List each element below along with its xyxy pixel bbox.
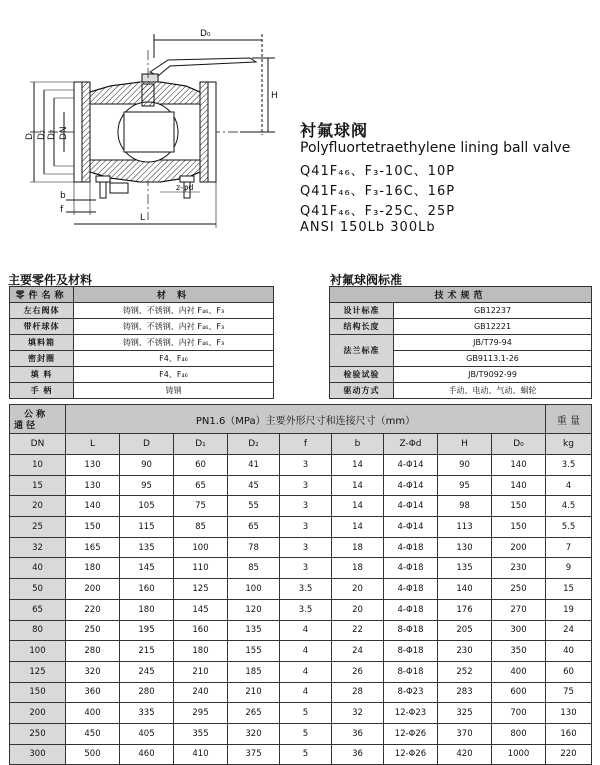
table-cell: 45 bbox=[228, 475, 280, 496]
table-cell: 4 bbox=[280, 661, 332, 682]
table-cell: 165 bbox=[66, 537, 120, 558]
table-row bbox=[10, 599, 592, 620]
product-title-en: Polyfluortetraethylene lining ball valve bbox=[300, 140, 571, 156]
table-cell: 252 bbox=[438, 661, 492, 682]
table-cell: 20 bbox=[332, 579, 384, 600]
table-cell: 4-Φ14 bbox=[384, 496, 438, 517]
table-cell: 4 bbox=[280, 620, 332, 641]
table-cell: 40 bbox=[546, 641, 592, 662]
table-cell: 10 bbox=[10, 455, 66, 476]
table-cell: 32 bbox=[332, 703, 384, 724]
column-header: kg bbox=[546, 434, 592, 455]
standard-value: GB12237 bbox=[394, 303, 592, 319]
table-cell: 4-Φ18 bbox=[384, 537, 438, 558]
table-cell: 98 bbox=[438, 496, 492, 517]
part-material: 铸钢、不锈钢、内衬 F₄₆、F₃ bbox=[74, 319, 274, 335]
part-name: 左右阀体 bbox=[10, 303, 74, 319]
table-cell: 135 bbox=[438, 558, 492, 579]
table-cell: 150 bbox=[492, 517, 546, 538]
standard-label: 法兰标准 bbox=[330, 335, 394, 367]
table-cell: 85 bbox=[228, 558, 280, 579]
table-cell: 160 bbox=[120, 579, 174, 600]
table-cell: 15 bbox=[10, 475, 66, 496]
table-cell: 210 bbox=[228, 682, 280, 703]
standards-row bbox=[330, 383, 592, 399]
table-cell: 65 bbox=[228, 517, 280, 538]
table-cell: 5 bbox=[280, 703, 332, 724]
table-cell: 14 bbox=[332, 496, 384, 517]
table-cell: 8-Φ18 bbox=[384, 620, 438, 641]
table-cell: 26 bbox=[332, 661, 384, 682]
table-cell: 65 bbox=[10, 599, 66, 620]
l-label: L bbox=[140, 213, 146, 223]
parts-header-name: 零件名称 bbox=[10, 287, 74, 303]
table-cell: 19 bbox=[546, 599, 592, 620]
table-cell: 410 bbox=[174, 744, 228, 765]
column-header: D₂ bbox=[228, 434, 280, 455]
table-cell: 145 bbox=[174, 599, 228, 620]
table-cell: 135 bbox=[228, 620, 280, 641]
table-row bbox=[10, 455, 592, 476]
table-cell: 130 bbox=[438, 537, 492, 558]
column-header: L bbox=[66, 434, 120, 455]
table-cell: 3 bbox=[280, 496, 332, 517]
table-cell: 230 bbox=[492, 558, 546, 579]
table-cell: 500 bbox=[66, 744, 120, 765]
part-material: 铸钢、不锈钢、内衬 F₄₆、F₃ bbox=[74, 335, 274, 351]
table-cell: 3.5 bbox=[280, 599, 332, 620]
table-cell: 160 bbox=[546, 723, 592, 744]
table-cell: 8-Φ18 bbox=[384, 661, 438, 682]
standard-label: 设计标准 bbox=[330, 303, 394, 319]
table-cell: 3 bbox=[280, 475, 332, 496]
table-cell: 8-Φ18 bbox=[384, 641, 438, 662]
parts-row bbox=[10, 367, 274, 383]
table-cell: 100 bbox=[174, 537, 228, 558]
table-row bbox=[10, 496, 592, 517]
table-cell: 230 bbox=[438, 641, 492, 662]
part-name: 填料箱 bbox=[10, 335, 74, 351]
table-cell: 140 bbox=[492, 455, 546, 476]
table-cell: 41 bbox=[228, 455, 280, 476]
table-row bbox=[10, 661, 592, 682]
table-cell: 180 bbox=[66, 558, 120, 579]
table-cell: 4 bbox=[546, 475, 592, 496]
table-cell: 40 bbox=[10, 558, 66, 579]
table-cell: 125 bbox=[174, 579, 228, 600]
table-cell: 80 bbox=[10, 620, 66, 641]
table-cell: 150 bbox=[66, 517, 120, 538]
table-cell: 75 bbox=[174, 496, 228, 517]
column-header: Z-Φd bbox=[384, 434, 438, 455]
column-header: H bbox=[438, 434, 492, 455]
standards-table bbox=[329, 286, 592, 399]
table-cell: 3 bbox=[280, 558, 332, 579]
parts-header-material: 材 料 bbox=[74, 287, 274, 303]
dn-label: DN bbox=[59, 126, 69, 140]
table-cell: 210 bbox=[174, 661, 228, 682]
table-cell: 280 bbox=[66, 641, 120, 662]
table-cell: 205 bbox=[438, 620, 492, 641]
table-cell: 200 bbox=[10, 703, 66, 724]
table-cell: 14 bbox=[332, 455, 384, 476]
column-header: DN bbox=[10, 434, 66, 455]
parts-row bbox=[10, 303, 274, 319]
table-cell: 270 bbox=[492, 599, 546, 620]
table-cell: 140 bbox=[438, 579, 492, 600]
table-cell: 24 bbox=[332, 641, 384, 662]
standards-header-row bbox=[330, 287, 592, 303]
corner-top-label: 公 称 bbox=[24, 410, 46, 420]
table-cell: 18 bbox=[332, 537, 384, 558]
standards-section-title: 衬氟球阀标准 bbox=[330, 273, 403, 287]
table-cell: 4-Φ14 bbox=[384, 475, 438, 496]
table-cell: 8-Φ23 bbox=[384, 682, 438, 703]
table-row bbox=[10, 744, 592, 765]
table-cell: 3 bbox=[280, 517, 332, 538]
part-material: 铸钢、不锈钢、内衬 F₄₆、F₃ bbox=[74, 303, 274, 319]
table-cell: 28 bbox=[332, 682, 384, 703]
table-cell: 113 bbox=[438, 517, 492, 538]
table-cell: 420 bbox=[438, 744, 492, 765]
table-cell: 320 bbox=[66, 661, 120, 682]
standard-label: 结构长度 bbox=[330, 319, 394, 335]
model-line-2: Q41F₄₆、F₃-16C、16P bbox=[300, 184, 456, 199]
table-cell: 5 bbox=[280, 744, 332, 765]
f-label: f bbox=[60, 205, 64, 215]
table-cell: 130 bbox=[546, 703, 592, 724]
standards-row bbox=[330, 367, 592, 383]
valve-technical-drawing bbox=[0, 0, 300, 262]
table-cell: 295 bbox=[174, 703, 228, 724]
table-cell: 355 bbox=[174, 723, 228, 744]
standard-value: 手动、电动、气动、蜗轮 bbox=[394, 383, 592, 399]
table-cell: 280 bbox=[120, 682, 174, 703]
part-material: F4、F₄₆ bbox=[74, 367, 274, 383]
table-cell: 250 bbox=[66, 620, 120, 641]
table-cell: 265 bbox=[228, 703, 280, 724]
table-cell: 15 bbox=[546, 579, 592, 600]
table-row bbox=[10, 558, 592, 579]
parts-row bbox=[10, 351, 274, 367]
table-cell: 250 bbox=[492, 579, 546, 600]
table-cell: 5.5 bbox=[546, 517, 592, 538]
table-row bbox=[10, 620, 592, 641]
model-line-1: Q41F₄₆、F₃-10C、10P bbox=[300, 164, 456, 179]
table-cell: 78 bbox=[228, 537, 280, 558]
table-row bbox=[10, 641, 592, 662]
table-cell: 176 bbox=[438, 599, 492, 620]
table-cell: 36 bbox=[332, 723, 384, 744]
table-cell: 36 bbox=[332, 744, 384, 765]
table-row bbox=[10, 475, 592, 496]
table-cell: 9 bbox=[546, 558, 592, 579]
table-cell: 180 bbox=[174, 641, 228, 662]
part-name: 带杆球体 bbox=[10, 319, 74, 335]
table-cell: 1000 bbox=[492, 744, 546, 765]
table-cell: 4-Φ14 bbox=[384, 517, 438, 538]
table-cell: 100 bbox=[228, 579, 280, 600]
table-cell: 95 bbox=[120, 475, 174, 496]
table-cell: 4-Φ18 bbox=[384, 579, 438, 600]
table-cell: 400 bbox=[66, 703, 120, 724]
table-cell: 125 bbox=[10, 661, 66, 682]
table-cell: 200 bbox=[66, 579, 120, 600]
d0-label: D₀ bbox=[200, 29, 211, 39]
table-cell: 300 bbox=[492, 620, 546, 641]
table-cell: 185 bbox=[228, 661, 280, 682]
table-cell: 135 bbox=[120, 537, 174, 558]
table-cell: 22 bbox=[332, 620, 384, 641]
table-row bbox=[10, 723, 592, 744]
table-cell: 75 bbox=[546, 682, 592, 703]
table-cell: 375 bbox=[228, 744, 280, 765]
table-cell: 4 bbox=[280, 682, 332, 703]
table-cell: 215 bbox=[120, 641, 174, 662]
weight-title: 重 量 bbox=[546, 405, 592, 434]
parts-row bbox=[10, 335, 274, 351]
table-row bbox=[10, 703, 592, 724]
table-cell: 25 bbox=[10, 517, 66, 538]
table-cell: 220 bbox=[546, 744, 592, 765]
table-cell: 100 bbox=[10, 641, 66, 662]
table-cell: 300 bbox=[10, 744, 66, 765]
b-label: b bbox=[60, 191, 66, 201]
d1-label: D₁ bbox=[37, 129, 47, 140]
table-cell: 12-Φ23 bbox=[384, 703, 438, 724]
parts-section-title: 主要零件及材料 bbox=[8, 273, 93, 287]
table-cell: 460 bbox=[120, 744, 174, 765]
dimensions-title: PN1.6（MPa）主要外形尺寸和连接尺寸（mm） bbox=[66, 405, 546, 434]
table-cell: 5 bbox=[280, 723, 332, 744]
part-name: 手 柄 bbox=[10, 383, 74, 399]
table-row bbox=[10, 537, 592, 558]
part-name: 填 料 bbox=[10, 367, 74, 383]
table-cell: 700 bbox=[492, 703, 546, 724]
standard-value: JB/T9092-99 bbox=[394, 367, 592, 383]
table-cell: 14 bbox=[332, 517, 384, 538]
table-cell: 283 bbox=[438, 682, 492, 703]
table-cell: 145 bbox=[120, 558, 174, 579]
table-cell: 7 bbox=[546, 537, 592, 558]
standard-value: GB12221 bbox=[394, 319, 592, 335]
table-cell: 240 bbox=[174, 682, 228, 703]
table-cell: 4 bbox=[280, 641, 332, 662]
column-header: D bbox=[120, 434, 174, 455]
table-cell: 155 bbox=[228, 641, 280, 662]
table-cell: 90 bbox=[120, 455, 174, 476]
table-cell: 220 bbox=[66, 599, 120, 620]
table-cell: 195 bbox=[120, 620, 174, 641]
table-cell: 250 bbox=[10, 723, 66, 744]
d2-label: D₂ bbox=[47, 129, 57, 140]
table-cell: 335 bbox=[120, 703, 174, 724]
table-cell: 320 bbox=[228, 723, 280, 744]
parts-row bbox=[10, 383, 274, 399]
table-cell: 360 bbox=[66, 682, 120, 703]
table-cell: 85 bbox=[174, 517, 228, 538]
table-cell: 4-Φ14 bbox=[384, 455, 438, 476]
standards-header: 技术规范 bbox=[330, 287, 592, 303]
table-cell: 450 bbox=[66, 723, 120, 744]
parts-table bbox=[9, 286, 274, 399]
table-cell: 3 bbox=[280, 455, 332, 476]
table-cell: 600 bbox=[492, 682, 546, 703]
table-cell: 405 bbox=[120, 723, 174, 744]
table-cell: 4-Φ18 bbox=[384, 558, 438, 579]
model-line-4: ANSI 150Lb 300Lb bbox=[300, 220, 436, 235]
standard-label: 检验试验 bbox=[330, 367, 394, 383]
table-cell: 350 bbox=[492, 641, 546, 662]
table-cell: 130 bbox=[66, 475, 120, 496]
table-cell: 105 bbox=[120, 496, 174, 517]
table-cell: 20 bbox=[10, 496, 66, 517]
table-cell: 3.5 bbox=[280, 579, 332, 600]
table-cell: 60 bbox=[174, 455, 228, 476]
table-cell: 50 bbox=[10, 579, 66, 600]
table-cell: 150 bbox=[492, 496, 546, 517]
table-cell: 325 bbox=[438, 703, 492, 724]
z-phid-label: z-φd bbox=[176, 183, 194, 192]
table-cell: 20 bbox=[332, 599, 384, 620]
dimensions-title-row bbox=[10, 405, 592, 434]
column-header: D₁ bbox=[174, 434, 228, 455]
table-cell: 200 bbox=[492, 537, 546, 558]
table-cell: 32 bbox=[10, 537, 66, 558]
standards-row bbox=[330, 319, 592, 335]
table-cell: 150 bbox=[10, 682, 66, 703]
table-cell: 800 bbox=[492, 723, 546, 744]
handle-shape bbox=[150, 58, 256, 76]
part-material: F4、F₄₆ bbox=[74, 351, 274, 367]
product-title-cn: 衬氟球阀 bbox=[300, 121, 369, 140]
table-row bbox=[10, 579, 592, 600]
standard-value: GB9113.1-26 bbox=[394, 351, 592, 367]
standard-value: JB/T79-94 bbox=[394, 335, 592, 351]
table-cell: 55 bbox=[228, 496, 280, 517]
table-cell: 400 bbox=[492, 661, 546, 682]
parts-row bbox=[10, 319, 274, 335]
table-cell: 14 bbox=[332, 475, 384, 496]
table-row bbox=[10, 517, 592, 538]
standards-row bbox=[330, 335, 592, 351]
table-cell: 90 bbox=[438, 455, 492, 476]
part-name: 密封圈 bbox=[10, 351, 74, 367]
h-label: H bbox=[271, 91, 278, 101]
table-cell: 370 bbox=[438, 723, 492, 744]
nominal-diameter-corner bbox=[10, 405, 66, 434]
table-cell: 160 bbox=[174, 620, 228, 641]
table-cell: 245 bbox=[120, 661, 174, 682]
table-cell: 18 bbox=[332, 558, 384, 579]
standards-row bbox=[330, 303, 592, 319]
part-material: 铸钢 bbox=[74, 383, 274, 399]
table-cell: 130 bbox=[66, 455, 120, 476]
column-header: b bbox=[332, 434, 384, 455]
table-cell: 120 bbox=[228, 599, 280, 620]
table-cell: 140 bbox=[66, 496, 120, 517]
parts-header-row bbox=[10, 287, 274, 303]
dimensions-table bbox=[9, 404, 592, 765]
table-cell: 95 bbox=[438, 475, 492, 496]
corner-bottom-label: 通 径 bbox=[14, 421, 36, 431]
standard-label: 驱动方式 bbox=[330, 383, 394, 399]
table-cell: 65 bbox=[174, 475, 228, 496]
table-cell: 110 bbox=[174, 558, 228, 579]
table-cell: 3.5 bbox=[546, 455, 592, 476]
column-header: D₀ bbox=[492, 434, 546, 455]
table-cell: 4.5 bbox=[546, 496, 592, 517]
table-cell: 115 bbox=[120, 517, 174, 538]
table-cell: 3 bbox=[280, 537, 332, 558]
column-header: f bbox=[280, 434, 332, 455]
table-cell: 12-Φ26 bbox=[384, 744, 438, 765]
table-cell: 140 bbox=[492, 475, 546, 496]
model-line-3: Q41F₄₆、F₃-25C、25P bbox=[300, 204, 456, 219]
table-cell: 60 bbox=[546, 661, 592, 682]
dimensions-column-header-row bbox=[10, 434, 592, 455]
d-label: D bbox=[25, 133, 35, 140]
table-cell: 180 bbox=[120, 599, 174, 620]
table-cell: 24 bbox=[546, 620, 592, 641]
table-cell: 12-Φ26 bbox=[384, 723, 438, 744]
table-cell: 4-Φ18 bbox=[384, 599, 438, 620]
